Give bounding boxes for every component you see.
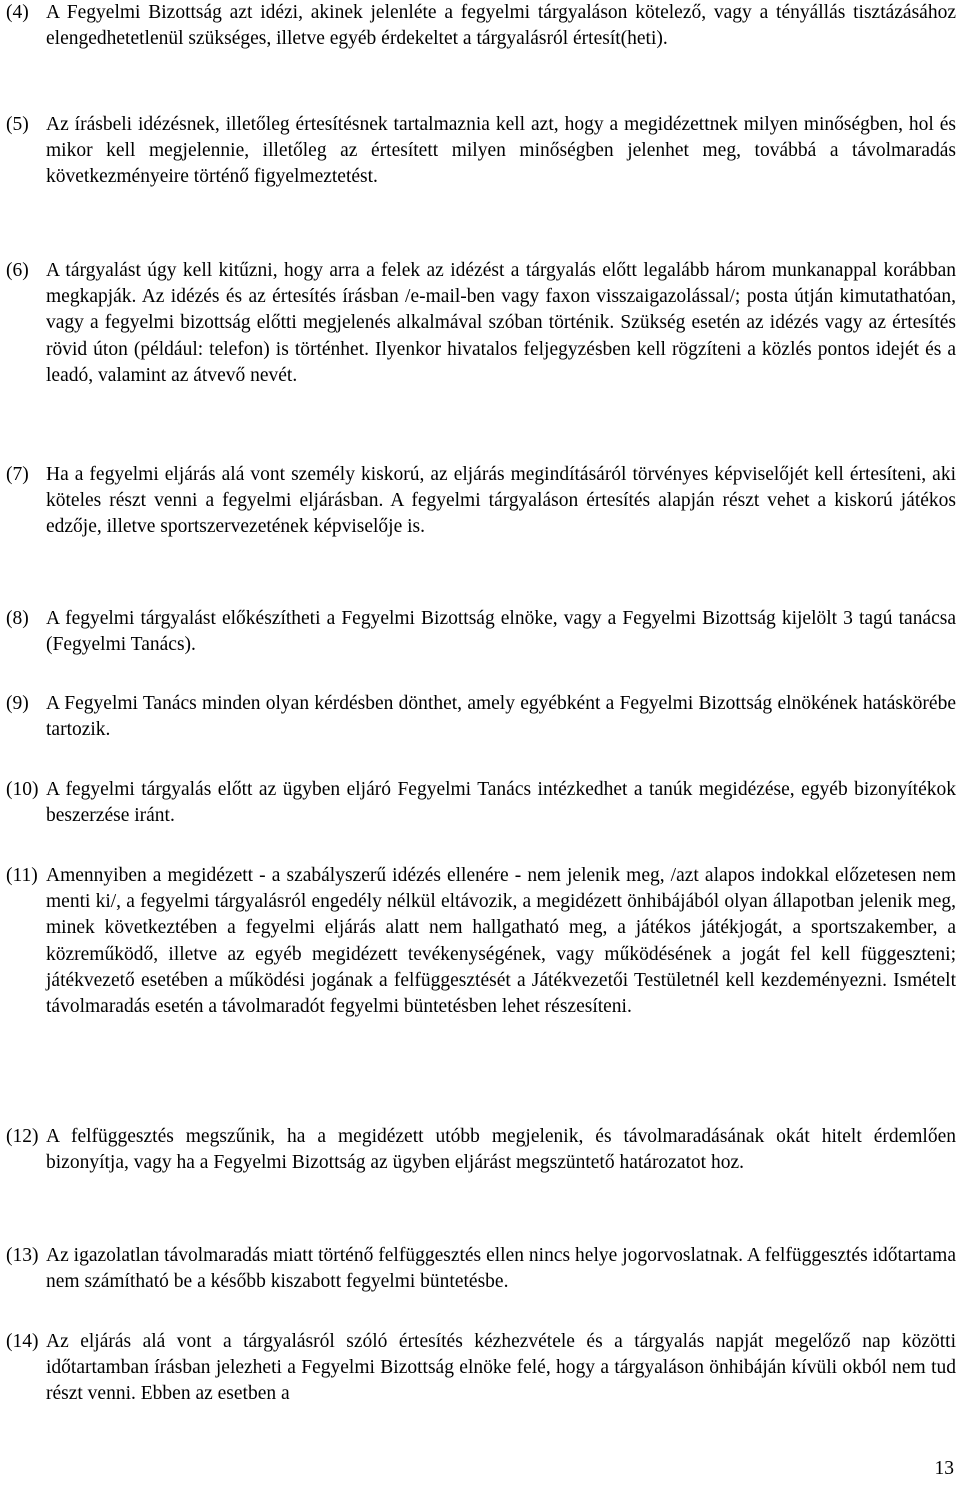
paragraph-11 bbox=[6, 863, 956, 1020]
paragraph-text: A tárgyalást úgy kell kitűzni, hogy arra a felek az idézést a tárgyalás előtt legalább három munkanappal korábban megkapják. Az idézés és az értesítés írásban /e-mail-ben vagy faxon visszaigazolással/; posta útján kimutathatóan, vagy a fegyelmi bizottság előtti megjelenés alkalmával szóban történik. Szükség esetén az idézés vagy az értesítés rövid úton (például: telefon) is történhet. Ilyenkor hivatalos feljegyzésben kell rögzíteni a közlés pontos idejét és a leadó, valamint az átvevő nevét. bbox=[46, 260, 956, 386]
paragraph-text: Ha a fegyelmi eljárás alá vont személy kiskorú, az eljárás megindításáról törvényes képviselőjét kell értesíteni, aki köteles részt venni a fegyelmi eljárásban. A fegyelmi tárgyaláson értesítés alapján részt vehet a kiskorú játékos edzője, illetve sportszervezetének képviselője is. bbox=[46, 464, 956, 538]
paragraph-9 bbox=[6, 691, 956, 743]
paragraph-5 bbox=[6, 112, 956, 191]
paragraph-text: A Fegyelmi Bizottság azt idézi, akinek jelenléte a fegyelmi tárgyaláson kötelező, vagy a tényállás tisztázásához elengedhetetlenül szükséges, illetve egyéb érdekeltet a tárgyalásról értesít(heti). bbox=[46, 2, 956, 50]
paragraph-text: A fegyelmi tárgyalás előtt az ügyben eljáró Fegyelmi Tanács intézkedhet a tanúk megidézése, egyéb bizonyítékok beszerzése iránt. bbox=[46, 779, 956, 827]
paragraph-number: (7) bbox=[6, 464, 29, 485]
paragraph-number: (13) bbox=[6, 1245, 39, 1266]
paragraph-text: A Fegyelmi Tanács minden olyan kérdésben dönthet, amely egyébként a Fegyelmi Bizottság elnökének hatáskörébe tartozik. bbox=[46, 693, 956, 741]
paragraph-4 bbox=[6, 0, 956, 52]
paragraph-12 bbox=[6, 1124, 956, 1176]
paragraph-number: (10) bbox=[6, 779, 39, 800]
paragraph-number: (9) bbox=[6, 693, 29, 714]
paragraph-6 bbox=[6, 258, 956, 389]
paragraph-13 bbox=[6, 1243, 956, 1295]
paragraph-number: (14) bbox=[6, 1331, 39, 1352]
paragraph-7 bbox=[6, 462, 956, 541]
paragraph-text: Az eljárás alá vont a tárgyalásról szóló értesítés kézhezvétele és a tárgyalás napját megelőző nap közötti időtartamban írásban jelezheti a Fegyelmi Bizottság elnöke felé, hogy a tárgyaláson önhibáján kívüli okból nem tud részt venni. Ebben az esetben a bbox=[46, 1331, 956, 1405]
paragraph-number: (6) bbox=[6, 260, 29, 281]
paragraph-text: Az írásbeli idézésnek, illetőleg értesítésnek tartalmaznia kell azt, hogy a megidézettnek milyen minőségben, hol és mikor kell megjelennie, illetőleg az értesített milyen minőségben jelenhet meg, továbbá a távolmaradás következményeire történő figyelmeztetést. bbox=[46, 114, 956, 188]
paragraph-text: A felfüggesztés megszűnik, ha a megidézett utóbb megjelenik, és távolmaradásának okát hitelt érdemlően bizonyítja, vagy ha a Fegyelmi Bizottság az ügyben eljárást megszüntető határozatot hoz. bbox=[46, 1126, 956, 1174]
paragraph-text: A fegyelmi tárgyalást előkészítheti a Fegyelmi Bizottság elnöke, vagy a Fegyelmi Bizottság kijelölt 3 tagú tanácsa (Fegyelmi Tanács). bbox=[46, 608, 956, 656]
paragraph-number: (12) bbox=[6, 1126, 39, 1147]
paragraph-number: (4) bbox=[6, 2, 29, 23]
paragraph-10 bbox=[6, 777, 956, 829]
paragraph-number: (11) bbox=[6, 865, 38, 886]
paragraph-text: Az igazolatlan távolmaradás miatt történő felfüggesztés ellen nincs helye jogorvoslatnak. A felfüggesztés időtartama nem számítható be a később kiszabott fegyelmi büntetésbe. bbox=[46, 1245, 956, 1293]
page-number: 13 bbox=[934, 1458, 954, 1479]
paragraph-8 bbox=[6, 606, 956, 658]
paragraph-text: Amennyiben a megidézett - a szabályszerű idézés ellenére - nem jelenik meg, /azt alapos indokkal előzetesen nem menti ki/, a fegyelmi tárgyalásról engedély nélkül eltávozik, a megidézett önhibájából olyan állapotban jelenik meg, minek következtében a fegyelmi eljárás alatt nem hallgatható meg, a játékos játékjogát, a sportszakember, a közreműködő, illetve az egyéb megidézett tevékenységének, vagy működésének a jogát fel kell függeszteni; játékvezető esetében a működési jogának a felfüggesztését a Játékvezetői Testületnél kell kezdeményezni. Ismételt távolmaradás esetén a távolmaradót fegyelmi büntetésben lehet részesíteni. bbox=[46, 865, 956, 1018]
paragraph-number: (8) bbox=[6, 608, 29, 629]
paragraph-number: (5) bbox=[6, 114, 29, 135]
paragraph-14 bbox=[6, 1329, 956, 1408]
